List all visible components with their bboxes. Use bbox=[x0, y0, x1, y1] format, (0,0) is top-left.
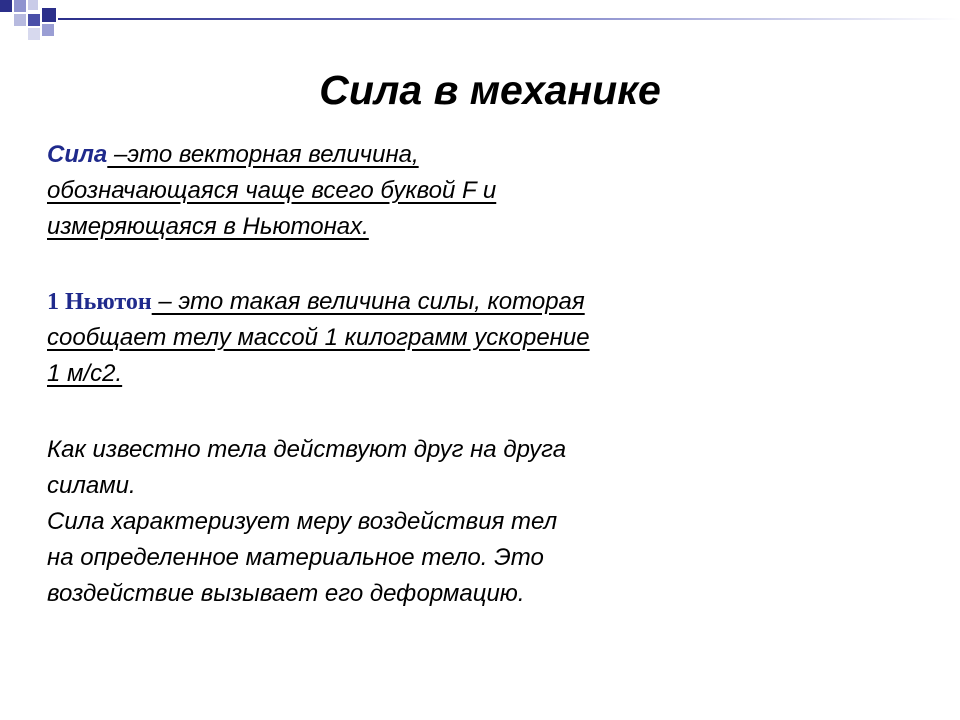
term-force: Сила bbox=[47, 141, 108, 168]
interaction-line-2: силами. bbox=[47, 472, 136, 499]
corner-decoration bbox=[0, 0, 80, 60]
term-newton: 1 Ньютон bbox=[47, 289, 152, 315]
interaction-line-5: воздействие вызывает его деформацию. bbox=[47, 580, 525, 607]
header-divider-line bbox=[58, 18, 960, 20]
definition-force-line-1: –это векторная величина, bbox=[107, 141, 419, 168]
force-interaction-paragraph bbox=[47, 432, 566, 612]
definition-force-line-3: измеряющаяся в Ньютонах. bbox=[47, 213, 369, 240]
definition-newton-line-2: сообщает телу массой 1 килограмм ускорение bbox=[47, 324, 590, 351]
definition-newton-line-1: – это такая величина силы, которая bbox=[151, 288, 585, 315]
interaction-line-4: на определенное материальное тело. Это bbox=[47, 544, 544, 571]
definition-newton bbox=[47, 284, 590, 392]
definition-force-line-2: обозначающаяся чаще всего буквой F и bbox=[47, 177, 497, 204]
definition-newton-line-3: 1 м/с2. bbox=[47, 360, 123, 387]
definition-force bbox=[47, 137, 496, 245]
slide-title: Сила в механике bbox=[319, 67, 661, 113]
interaction-line-3: Сила характеризует меру воздействия тел bbox=[47, 508, 558, 535]
interaction-line-1: Как известно тела действуют друг на друга bbox=[47, 436, 567, 463]
